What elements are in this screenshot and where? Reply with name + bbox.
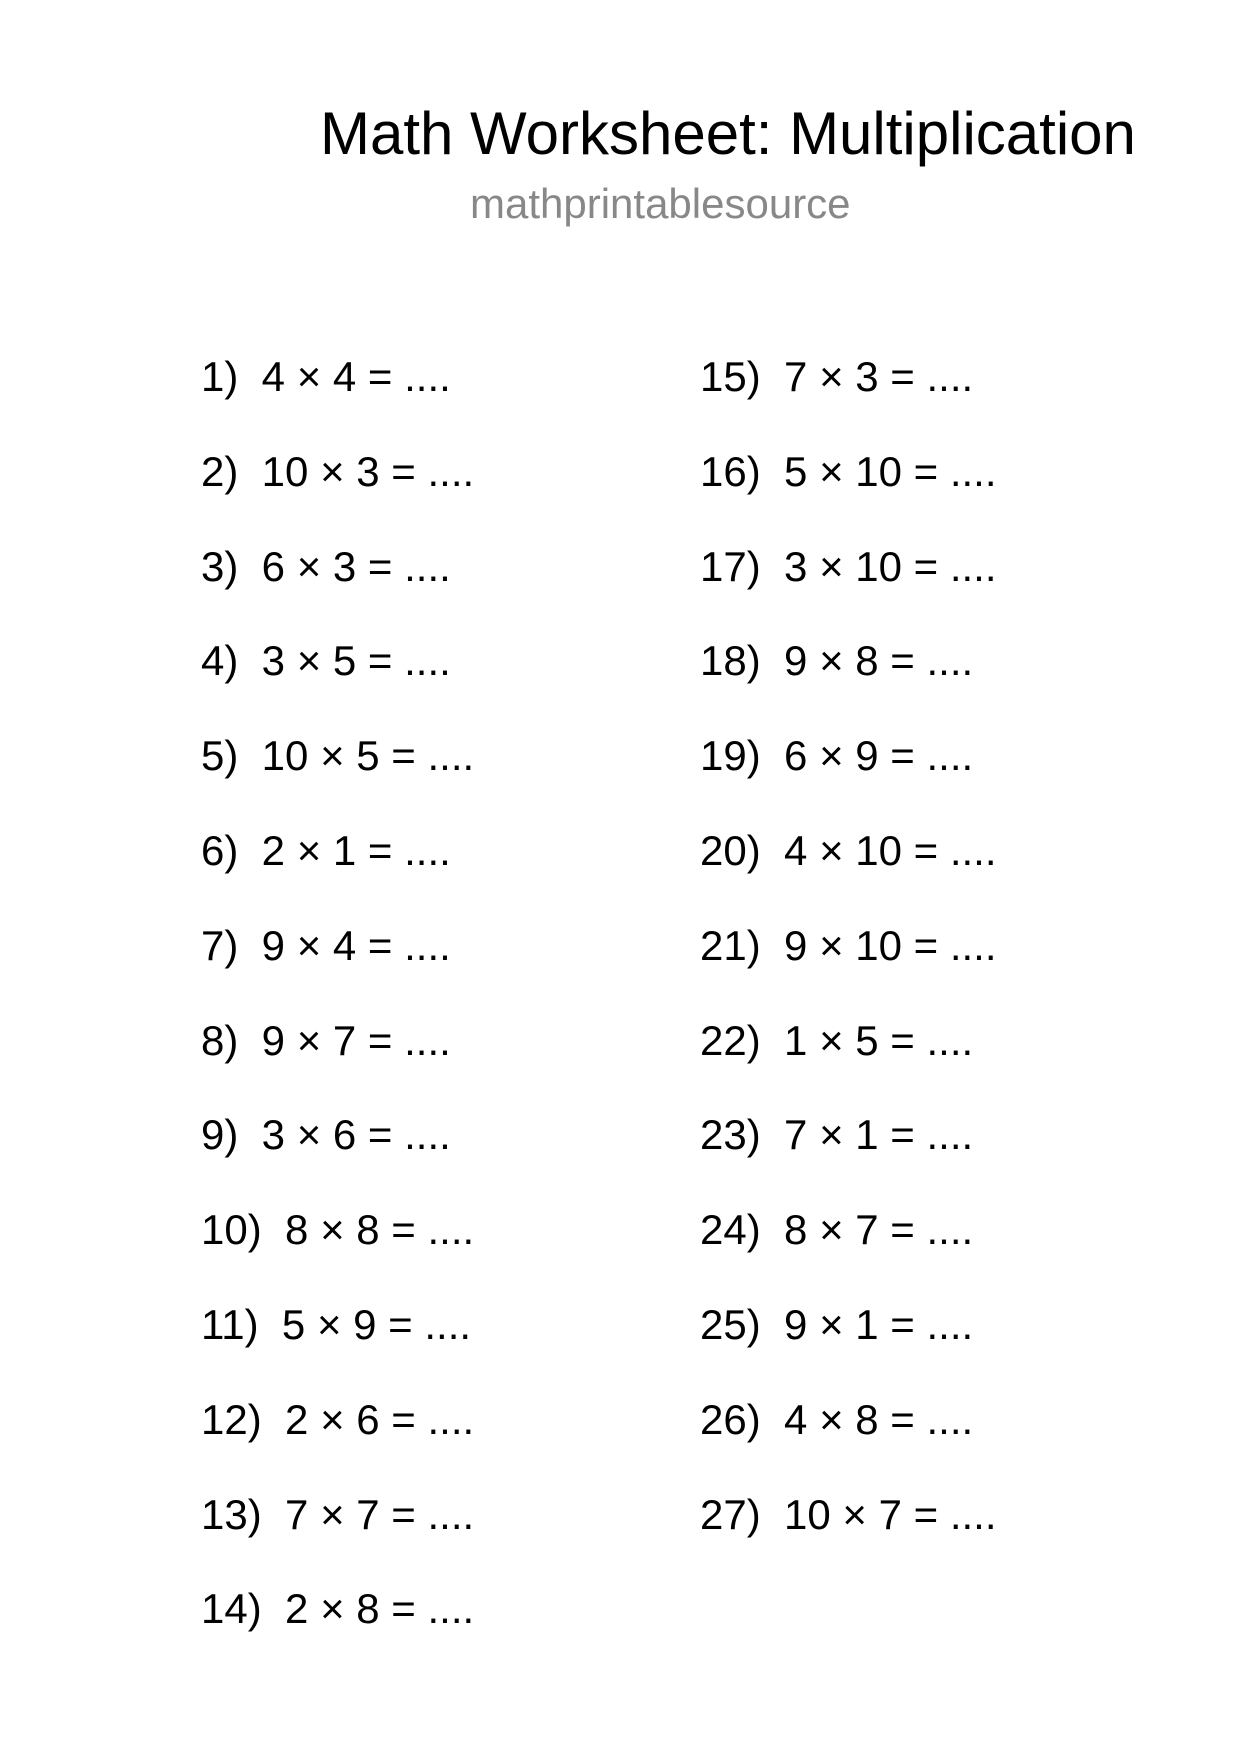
- problem-item: 15) 7 × 3 = ....: [700, 353, 974, 400]
- problem-item: 21) 9 × 10 = ....: [700, 921, 997, 969]
- worksheet-source: mathprintablesource: [470, 180, 851, 227]
- problem-item: 26) 4 × 8 = ....: [700, 1395, 974, 1443]
- problem-column-left: [201, 330, 474, 1657]
- problem-item: 27) 10 × 7 = ....: [700, 1490, 997, 1538]
- problem-item: 9) 3 × 6 = ....: [201, 1111, 451, 1159]
- problem-item: 24) 8 × 7 = ....: [700, 1206, 974, 1254]
- worksheet-title: Math Worksheet: Multiplication: [320, 100, 1136, 167]
- problem-item: 25) 9 × 1 = ....: [700, 1300, 974, 1348]
- problem-item: 20) 4 × 10 = ....: [700, 826, 997, 874]
- problem-item: 22) 1 × 5 = ....: [700, 1016, 974, 1064]
- problem-item: 14) 2 × 8 = ....: [201, 1585, 475, 1633]
- problem-item: 17) 3 × 10 = ....: [700, 542, 997, 590]
- problem-item: 23) 7 × 1 = ....: [700, 1111, 974, 1159]
- problem-item: 16) 5 × 10 = ....: [700, 447, 997, 495]
- problem-item: 3) 6 × 3 = ....: [201, 542, 451, 590]
- problem-item: 11) 5 × 9 = ....: [201, 1300, 472, 1348]
- problem-item: 12) 2 × 6 = ....: [201, 1395, 475, 1443]
- problem-item: 5) 10 × 5 = ....: [201, 732, 475, 780]
- problem-item: 13) 7 × 7 = ....: [201, 1490, 475, 1538]
- problem-item: 19) 6 × 9 = ....: [700, 732, 974, 780]
- problem-item: 7) 9 × 4 = ....: [201, 921, 451, 969]
- problem-item: 4) 3 × 5 = ....: [201, 637, 451, 685]
- problem-column-right: [700, 330, 997, 1562]
- problem-item: 10) 8 × 8 = ....: [201, 1206, 475, 1254]
- problem-item: 2) 10 × 3 = ....: [201, 447, 475, 495]
- problem-item: 6) 2 × 1 = ....: [201, 826, 451, 874]
- problem-item: 1) 4 × 4 = ....: [201, 353, 451, 400]
- problem-item: 8) 9 × 7 = ....: [201, 1016, 451, 1064]
- problem-item: 18) 9 × 8 = ....: [700, 637, 974, 685]
